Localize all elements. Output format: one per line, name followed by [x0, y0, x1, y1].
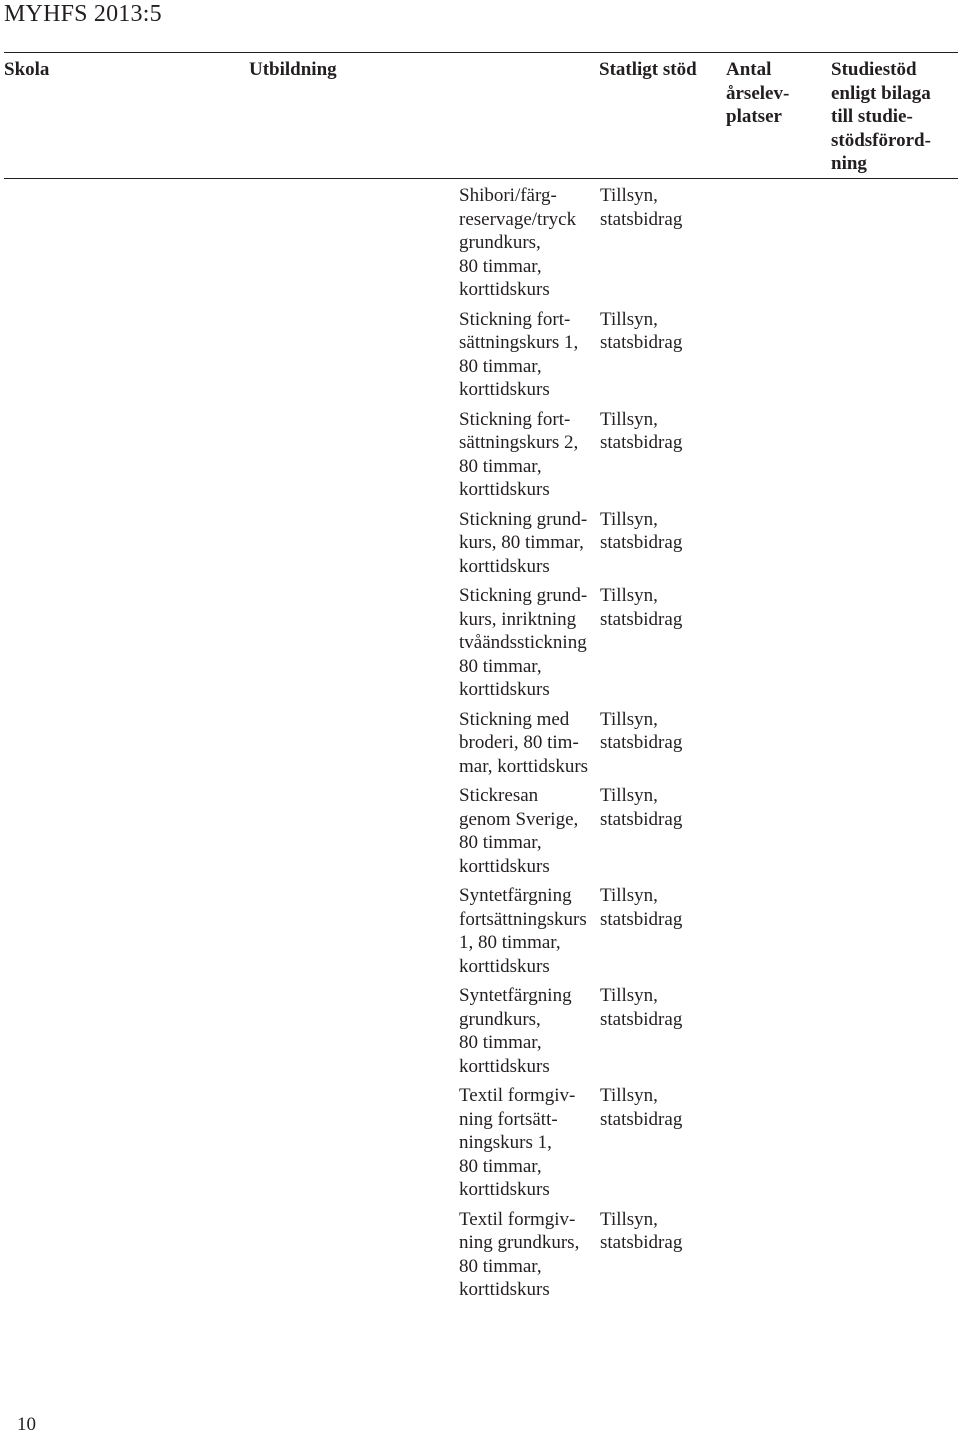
- utbildning-cell: [459, 884, 600, 978]
- utbildning-line: broderi, 80 tim-: [459, 732, 579, 753]
- table-row: [459, 984, 759, 1078]
- table-row: [459, 708, 759, 779]
- statligt-stod-line: Tillsyn,: [600, 408, 658, 430]
- table-row: [459, 408, 759, 502]
- column-header-skola: Skola: [4, 59, 50, 80]
- utbildning-line: Stickresan: [459, 785, 539, 806]
- column-header-studiestod-line: ning: [831, 153, 867, 174]
- column-header-antal-line: platser: [726, 106, 782, 127]
- document-title: MYHFS 2013:5: [4, 1, 162, 27]
- statligt-stod-cell: [600, 984, 740, 1078]
- utbildning-line: 80 timmar,: [459, 832, 542, 853]
- utbildning-line: 80 timmar,: [459, 1155, 542, 1177]
- utbildning-line: grundkurs,: [459, 232, 541, 253]
- statligt-stod-cell: [600, 884, 740, 978]
- column-header-antal-line: årselev-: [726, 82, 790, 104]
- table-row: [459, 508, 759, 579]
- utbildning-line: 80 timmar,: [459, 455, 542, 477]
- utbildning-cell: [459, 984, 600, 1078]
- statligt-stod-line: statsbidrag: [600, 908, 683, 930]
- statligt-stod-line: Tillsyn,: [600, 308, 658, 330]
- utbildning-line: 80 timmar,: [459, 1032, 542, 1053]
- statligt-stod-line: Tillsyn,: [600, 708, 658, 730]
- column-header-antal: [726, 58, 816, 129]
- statligt-stod-line: statsbidrag: [600, 332, 683, 353]
- utbildning-line: Stickning grund-: [459, 508, 588, 530]
- table-row: [459, 1084, 759, 1202]
- utbildning-line: kurs, inriktning: [459, 608, 577, 630]
- utbildning-line: Shibori/färg-: [459, 185, 557, 206]
- utbildning-line: kurs, 80 timmar,: [459, 532, 584, 553]
- utbildning-line: ning fortsätt-: [459, 1108, 558, 1130]
- utbildning-line: fortsättningskurs: [459, 908, 587, 930]
- utbildning-line: korttidskurs: [459, 555, 550, 577]
- statligt-stod-line: Tillsyn,: [600, 885, 658, 906]
- utbildning-line: Textil formgiv-: [459, 1208, 576, 1230]
- utbildning-line: reservage/tryck: [459, 208, 577, 230]
- statligt-stod-line: Tillsyn,: [600, 785, 658, 806]
- column-header-studiestod-line: stödsförord-: [831, 129, 931, 151]
- utbildning-line: 1, 80 timmar,: [459, 932, 561, 953]
- utbildning-line: Stickning fort-: [459, 408, 571, 430]
- utbildning-cell: [459, 508, 600, 579]
- utbildning-line: korttidskurs: [459, 379, 550, 400]
- top-rule: [4, 52, 958, 53]
- table-row: [459, 784, 759, 878]
- header-rule: [4, 178, 958, 179]
- column-header-studiestod-line: till studie-: [831, 106, 913, 127]
- utbildning-line: korttidskurs: [459, 855, 550, 877]
- statligt-stod-cell: [600, 508, 740, 579]
- column-header-studiestod: [831, 58, 956, 176]
- utbildning-line: korttidskurs: [459, 955, 550, 977]
- utbildning-line: korttidskurs: [459, 1279, 550, 1300]
- utbildning-line: korttidskurs: [459, 679, 550, 700]
- statligt-stod-line: statsbidrag: [600, 532, 683, 553]
- utbildning-line: Stickning med: [459, 708, 570, 730]
- utbildning-line: grundkurs,: [459, 1008, 541, 1030]
- statligt-stod-line: Tillsyn,: [600, 585, 658, 606]
- utbildning-line: korttidskurs: [459, 1179, 550, 1200]
- statligt-stod-cell: [600, 308, 740, 402]
- statligt-stod-line: Tillsyn,: [600, 1208, 658, 1230]
- utbildning-line: korttidskurs: [459, 279, 550, 300]
- statligt-stod-line: statsbidrag: [600, 432, 683, 453]
- utbildning-cell: [459, 308, 600, 402]
- column-header-utbildning: Utbildning: [249, 59, 337, 80]
- table-row: [459, 584, 759, 702]
- statligt-stod-cell: [600, 1208, 740, 1302]
- statligt-stod-cell: [600, 784, 740, 878]
- statligt-stod-line: Tillsyn,: [600, 508, 658, 530]
- utbildning-line: genom Sverige,: [459, 808, 579, 830]
- table-row: [459, 184, 759, 302]
- utbildning-line: sättningskurs 2,: [459, 432, 579, 453]
- utbildning-line: 80 timmar,: [459, 1255, 542, 1277]
- column-header-statligt-stod: Statligt stöd: [599, 59, 697, 80]
- column-header-studiestod-line: enligt bilaga: [831, 82, 931, 104]
- utbildning-line: Stickning grund-: [459, 585, 588, 606]
- statligt-stod-line: statsbidrag: [600, 732, 683, 753]
- utbildning-line: Stickning fort-: [459, 308, 571, 330]
- utbildning-line: korttidskurs: [459, 479, 550, 500]
- utbildning-line: ning grundkurs,: [459, 1232, 580, 1253]
- statligt-stod-cell: [600, 184, 740, 302]
- table-row: [459, 308, 759, 402]
- utbildning-line: korttidskurs: [459, 1055, 550, 1077]
- utbildning-cell: [459, 408, 600, 502]
- statligt-stod-line: statsbidrag: [600, 1108, 683, 1130]
- table-row: [459, 1208, 759, 1302]
- utbildning-line: sättningskurs 1,: [459, 332, 579, 353]
- column-header-studiestod-line: Studiestöd: [831, 59, 917, 80]
- utbildning-line: Textil formgiv-: [459, 1085, 576, 1106]
- statligt-stod-line: Tillsyn,: [600, 985, 658, 1006]
- utbildning-cell: [459, 784, 600, 878]
- statligt-stod-line: statsbidrag: [600, 808, 683, 830]
- statligt-stod-cell: [600, 408, 740, 502]
- page-number: 10: [17, 1414, 36, 1435]
- utbildning-cell: [459, 584, 600, 702]
- utbildning-cell: [459, 708, 600, 779]
- utbildning-line: Syntetfärgning: [459, 985, 572, 1006]
- statligt-stod-line: statsbidrag: [600, 1232, 683, 1253]
- statligt-stod-cell: [600, 1084, 740, 1202]
- utbildning-cell: [459, 184, 600, 302]
- utbildning-line: 80 timmar,: [459, 655, 542, 677]
- utbildning-line: Syntetfärgning: [459, 885, 572, 906]
- utbildning-cell: [459, 1208, 600, 1302]
- statligt-stod-line: statsbidrag: [600, 208, 683, 230]
- table-body: [459, 184, 759, 1308]
- statligt-stod-line: Tillsyn,: [600, 1085, 658, 1106]
- statligt-stod-line: statsbidrag: [600, 608, 683, 630]
- column-header-antal-line: Antal: [726, 59, 772, 80]
- utbildning-line: mar, korttidskurs: [459, 755, 589, 777]
- utbildning-line: 80 timmar,: [459, 255, 542, 277]
- utbildning-line: tvåändsstickning: [459, 632, 587, 653]
- table-row: [459, 884, 759, 978]
- statligt-stod-line: statsbidrag: [600, 1008, 683, 1030]
- statligt-stod-cell: [600, 584, 740, 702]
- utbildning-line: 80 timmar,: [459, 355, 542, 377]
- statligt-stod-line: Tillsyn,: [600, 185, 658, 206]
- utbildning-cell: [459, 1084, 600, 1202]
- utbildning-line: ningskurs 1,: [459, 1132, 552, 1153]
- statligt-stod-cell: [600, 708, 740, 779]
